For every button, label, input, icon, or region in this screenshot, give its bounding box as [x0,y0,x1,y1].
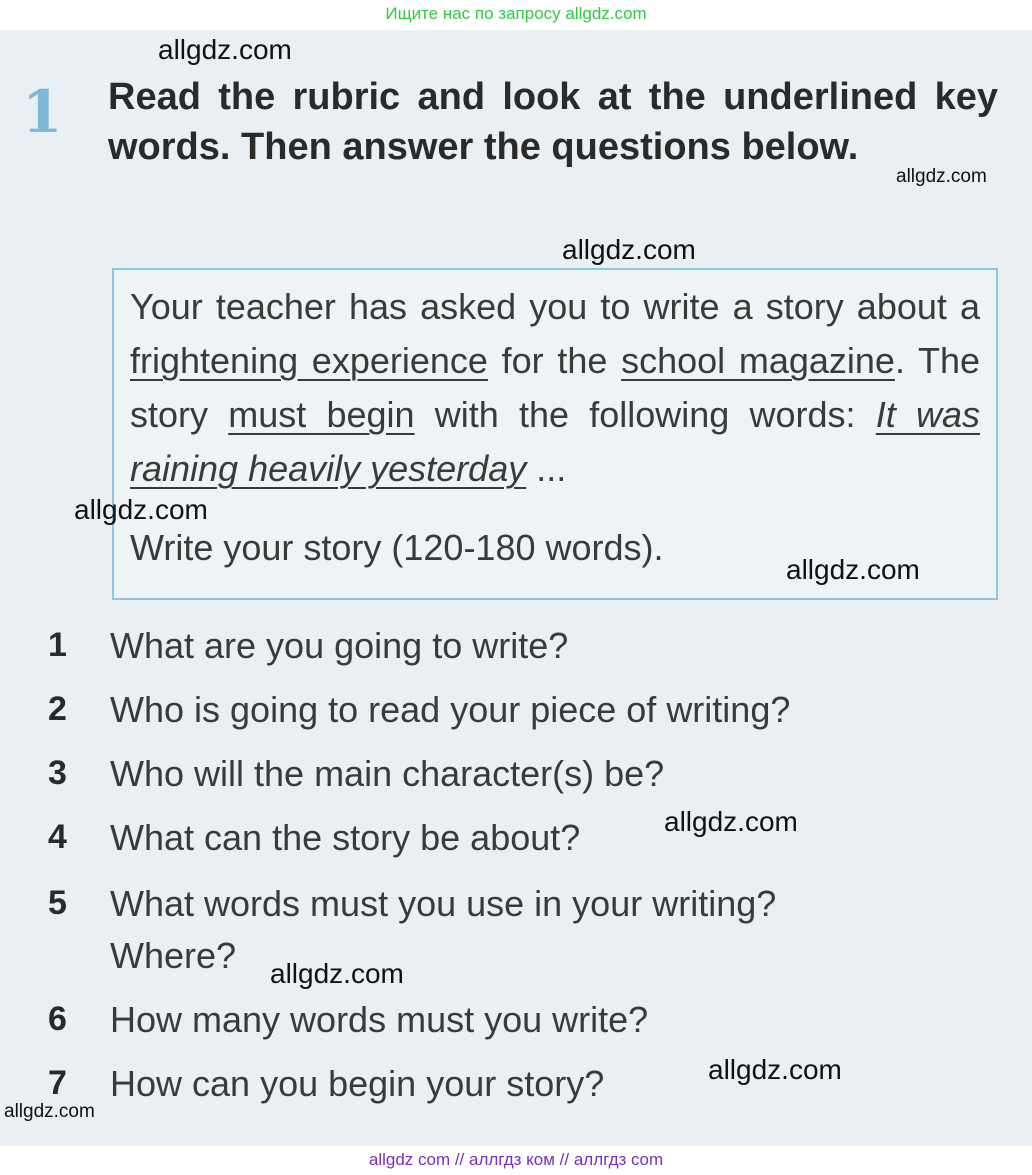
rubric-text-part: for the [487,340,622,381]
question-number: 6 [48,1000,67,1038]
question-number: 7 [48,1064,67,1102]
rubric-text-part: . The story [130,340,981,435]
search-hint: Ищите нас по запросу allgdz.com [385,4,647,23]
rubric-text-part: with the following words: [414,394,876,435]
underlined-opening-words: It was raining heavily yesterday [130,394,981,489]
rubric-word-limit: Write your story (120-180 words). [130,527,664,568]
exercise-instruction: Read the rubric and look at the underlined key words. Then answer the questions below. [108,76,998,168]
question-text: How many words must you write? [110,999,649,1040]
question-text: Who will the main character(s) be? [110,753,665,794]
question-number: 4 [48,818,67,856]
rubric-text [130,280,980,496]
question-number: 2 [48,690,67,728]
rubric-text-part: Your teacher has asked you to write a story about a [130,286,980,327]
underlined-keyword: frightening experience [130,340,488,381]
watermark: allgdz.com [270,958,404,989]
watermark: allgdz.com [664,806,798,837]
underlined-keyword: must begin [228,394,415,435]
question-text: What can the story be about? [110,817,581,858]
question-text: What are you going to write? [110,625,569,666]
question-text: What words must you use in your writing? Where? [110,883,777,976]
question-text: Who is going to read your piece of writing? [110,689,791,730]
watermark: allgdz.com [158,34,292,65]
rubric-text-part: ... [526,448,567,489]
footer-links: allgdz com // аллгдз ком // аллгдз com [368,1150,664,1169]
watermark: allgdz.com [708,1054,842,1085]
watermark: allgdz.com [896,166,987,187]
watermark: allgdz.com [74,494,208,525]
question-number: 5 [48,884,67,922]
question-number: 3 [48,754,67,792]
watermark: allgdz.com [562,234,696,265]
question-text: How can you begin your story? [110,1063,605,1104]
watermark: allgdz.com [786,554,920,585]
watermark: allgdz.com [4,1101,95,1122]
question-number: 1 [48,626,67,664]
exercise-number: 1 [22,78,63,146]
underlined-keyword: school magazine [621,340,895,381]
